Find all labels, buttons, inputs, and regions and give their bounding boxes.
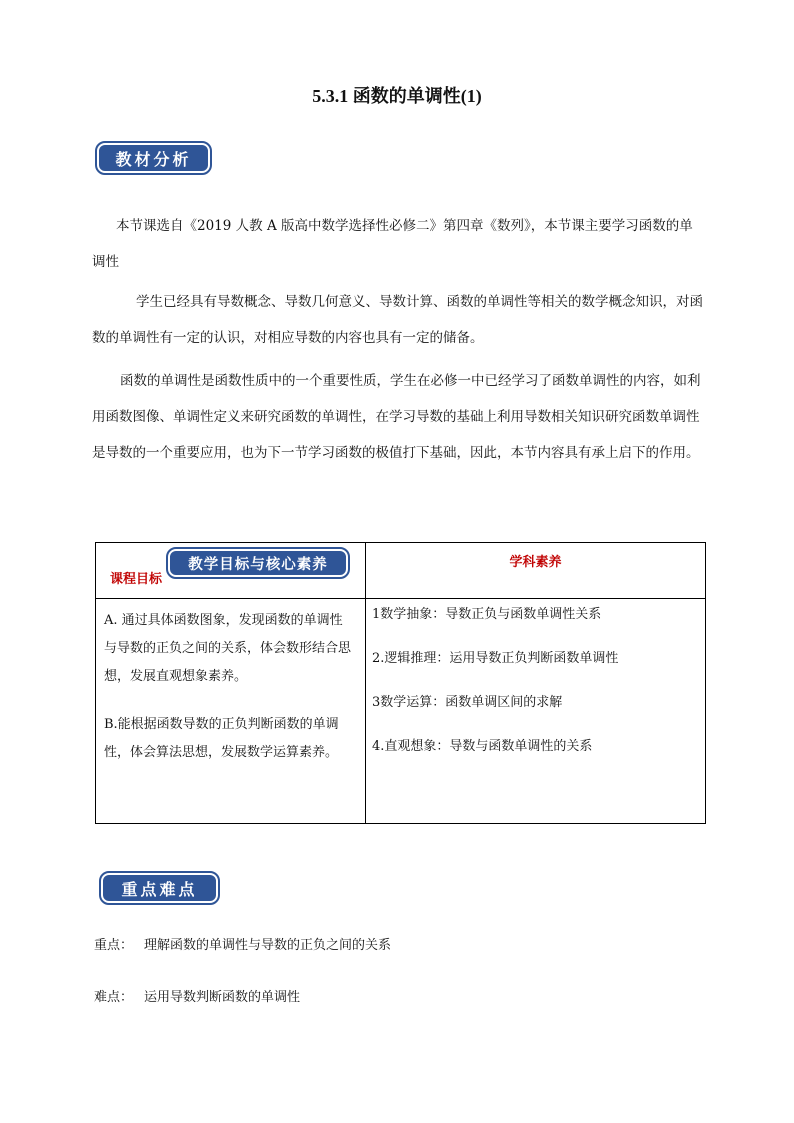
difficulty-label: 难点： — [94, 990, 134, 1005]
focus-line — [94, 934, 391, 953]
literacy-item: 2.逻辑推理：运用导数正负判断函数单调性 — [372, 651, 619, 666]
page-title: 5.3.1 函数的单调性(1) — [312, 86, 482, 106]
literacy-header-cell — [366, 543, 706, 599]
paragraph-prior-knowledge: 学生已经具有导数概念、导数几何意义、导数计算、函数的单调性等相关的数学概念知识，对函数的单调性有一定的认识，对相应导数的内容也具有一定的储备。 — [92, 294, 703, 346]
goals-table-body-row — [96, 599, 706, 824]
goals-header-cell — [96, 543, 366, 599]
goals-table — [95, 542, 706, 824]
literacy-item: 4.直观想象：导数与函数单调性的关系 — [372, 739, 593, 754]
literacy-header: 学科素养 — [509, 555, 562, 570]
goals-cell — [96, 599, 366, 824]
literacy-item: 3数学运算：函数单调区间的求解 — [372, 695, 563, 710]
goal-item: A. 通过具体函数图象，发现函数的单调性与导数的正负之间的关系，体会数形结合思想，发展直观想象素养。 — [104, 613, 352, 684]
focus-label: 重点： — [94, 938, 134, 953]
paragraph-importance: 函数的单调性是函数性质中的一个重要性质，学生在必修一中已经学习了函数单调性的内容，如利用函数图像、单调性定义来研究函数的单调性，在学习导数的基础上利用导数相关知识研究函数单调性是导数的一个重要应用，也为下一节学习函数的极值打下基础，因此，本节内容具有承上启下的作用。 — [92, 373, 701, 461]
curriculum-label: 课程目标 — [110, 572, 163, 587]
paragraph-intro: 本节课选自《2019 人教 A 版高中数学选择性必修二》第四章《数列》，本节课主要学习函数的单调性 — [92, 218, 693, 270]
goal-item: B.能根据函数导数的正负判断函数的单调性，体会算法思想，发展数学运算素养。 — [104, 717, 339, 760]
difficulty-line — [94, 986, 300, 1005]
literacy-item: 1数学抽象：导数正负与函数单调性关系 — [372, 607, 602, 622]
literacy-cell — [366, 599, 706, 824]
goals-badge: 教学目标与核心素养 — [168, 549, 348, 577]
goals-table-header-row — [96, 543, 706, 599]
section-badge-analysis: 教材分析 — [97, 143, 210, 173]
difficulty-text: 运用导数判断函数的单调性 — [144, 990, 301, 1005]
literacy-list — [366, 593, 705, 769]
section-badge-key-points: 重点难点 — [101, 873, 218, 903]
focus-text: 理解函数的单调性与导数的正负之间的关系 — [144, 938, 392, 953]
